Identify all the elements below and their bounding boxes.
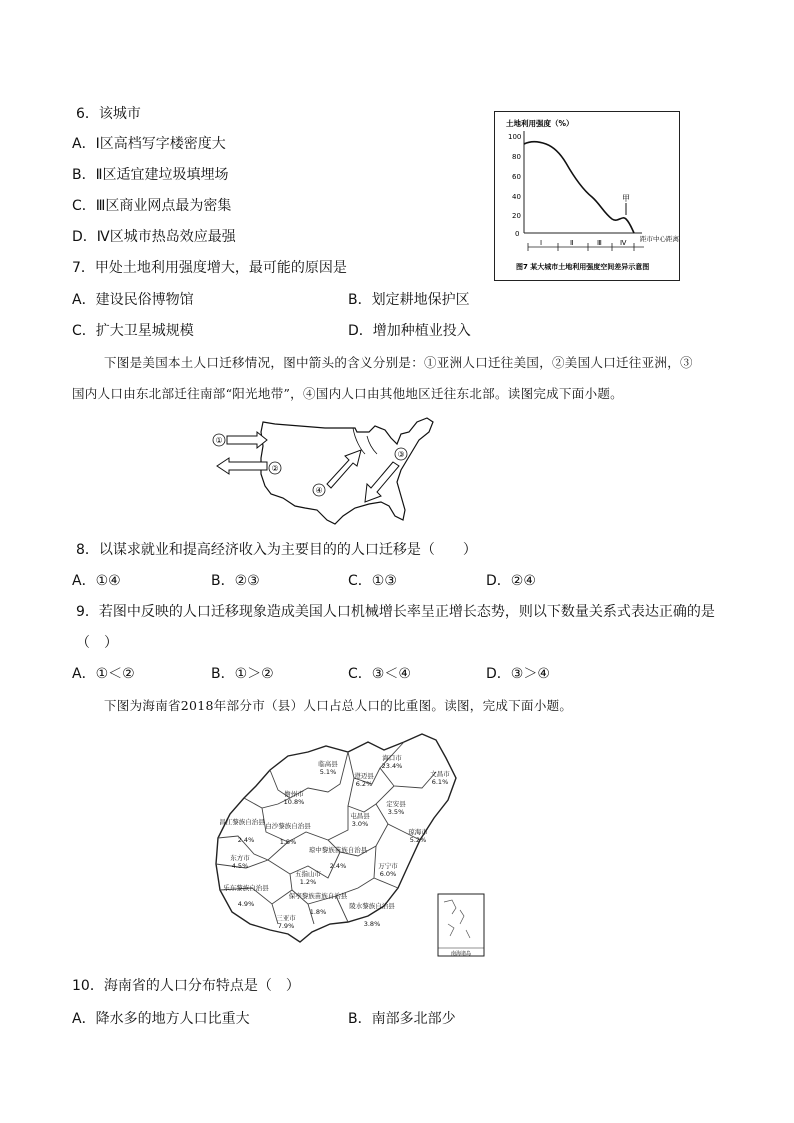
region-wenchang-name: 文昌市 — [430, 770, 450, 778]
region-danzhou-name: 儋州市 — [284, 790, 304, 798]
region-danzhou-pct: 10.8% — [283, 798, 305, 806]
zone-2-label: Ⅱ — [570, 239, 574, 247]
q9-option-d[interactable]: D．③＞④ — [486, 666, 550, 682]
zone-1-label: Ⅰ — [540, 239, 543, 247]
us-intro-line1: 下图是美国本土人口迁移情况，图中箭头的含义分别是：①亚洲人口迁往美国，②美国人口迁往亚洲，③ — [104, 355, 693, 370]
region-dingan-pct: 3.5% — [387, 808, 405, 816]
south-china-sea-inset — [438, 894, 484, 956]
region-haikou-pct: 23.4% — [381, 762, 403, 770]
region-ledong-name: 乐东黎族自治县 — [223, 884, 269, 892]
region-baoting-name: 保亭黎族苗族自治县 — [288, 892, 348, 900]
q9-option-c[interactable]: C．③＜④ — [348, 666, 411, 682]
chart-caption: 图7 某大城市土地利用强度空间差异示意图 — [516, 263, 650, 271]
q6-option-a[interactable]: A．Ⅰ区高档写字楼密度大 — [72, 136, 226, 152]
region-dingan-name: 定安县 — [386, 800, 406, 808]
hainan-intro: 下图为海南省2018年部分市（县）人口占总人口的比重图。读图，完成下面小题。 — [104, 698, 573, 713]
region-lingshui-name: 陵水黎族自治县 — [349, 902, 395, 910]
region-qionghai-name: 琼海市 — [408, 828, 428, 836]
marker-2: ② — [271, 464, 279, 473]
region-wuzhishan-name: 五指山市 — [295, 870, 321, 878]
region-tunchang-pct: 3.0% — [351, 820, 369, 828]
region-tunchang-name: 屯昌县 — [350, 812, 370, 820]
region-lingao-pct: 5.1% — [319, 768, 337, 776]
region-wenchang-pct: 6.1% — [431, 778, 449, 786]
region-haikou-name: 海口市 — [382, 754, 402, 762]
q7-option-d[interactable]: D．增加种植业投入 — [348, 323, 471, 339]
region-qiongzhong-name: 琼中黎族苗族自治县 — [308, 846, 368, 854]
y-axis-title: 土地利用强度（%） — [506, 119, 574, 128]
y-tick-60: 60 — [512, 173, 521, 181]
q8-option-d[interactable]: D．②④ — [486, 573, 536, 589]
marker-4: ④ — [315, 486, 323, 495]
region-dongfang-pct: 4.5% — [231, 862, 249, 870]
q6-option-c[interactable]: C．Ⅲ区商业网点最为密集 — [72, 198, 232, 214]
q7-option-b[interactable]: B．划定耕地保护区 — [348, 292, 470, 308]
region-changjiang-name: 昌江黎族自治县 — [219, 818, 265, 826]
region-baoting-pct: 1.8% — [309, 908, 327, 916]
region-baisha-name: 白沙黎族自治县 — [265, 822, 311, 830]
arrow-3 — [365, 462, 399, 502]
region-chengmai-pct: 6.2% — [355, 780, 373, 788]
q7-option-a[interactable]: A．建设民俗博物馆 — [72, 292, 194, 308]
region-lingshui-pct: 3.8% — [363, 920, 381, 928]
q10-stem: 10．海南省的人口分布特点是（ ） — [72, 978, 300, 994]
region-changjiang-pct: 2.4% — [237, 836, 255, 844]
region-wanning-name: 万宁市 — [378, 862, 398, 870]
q9-option-a[interactable]: A．①＜② — [72, 666, 135, 682]
q7-stem: 7．甲处土地利用强度增大，最可能的原因是 — [72, 260, 347, 276]
region-baisha-pct: 1.8% — [279, 838, 297, 846]
region-wuzhishan-pct: 1.2% — [299, 878, 317, 886]
q8-option-b[interactable]: B．②③ — [211, 573, 260, 589]
q9-option-b[interactable]: B．①＞② — [211, 666, 274, 682]
us-migration-map — [205, 410, 445, 532]
q6-stem: 6．该城市 — [76, 106, 141, 122]
region-qionghai-pct: 5.2% — [409, 836, 427, 844]
region-sanya-name: 三亚市 — [276, 914, 296, 922]
q6-option-d[interactable]: D．Ⅳ区城市热岛效应最强 — [72, 229, 236, 245]
region-chengmai-name: 澄迈县 — [354, 772, 374, 780]
marker-3: ③ — [397, 450, 405, 459]
marker-1: ① — [215, 436, 223, 445]
region-wanning-pct: 6.0% — [379, 870, 397, 878]
us-outline — [261, 418, 433, 524]
q9-stem-line2: （ ） — [76, 635, 118, 651]
region-qiongzhong-pct: 2.4% — [329, 862, 347, 870]
y-tick-80: 80 — [512, 153, 521, 161]
q6-option-b[interactable]: B．Ⅱ区适宜建垃圾填埋场 — [72, 167, 229, 183]
q9-stem-line1: 9．若图中反映的人口迁移现象造成美国人口机械增长率呈正增长态势，则以下数量关系式表达正确的是 — [76, 604, 715, 620]
region-ledong-pct: 4.9% — [237, 900, 255, 908]
arrow-2 — [217, 458, 267, 474]
hainan-population-map — [208, 728, 492, 964]
q8-stem: 8．以谋求就业和提高经济收入为主要目的的人口迁移是（ ） — [76, 542, 477, 558]
q10-option-b[interactable]: B．南部多北部少 — [348, 1011, 456, 1027]
x-axis-title: 距市中心距离 — [640, 235, 679, 243]
y-tick-100: 100 — [508, 133, 522, 141]
zone-4-label: Ⅳ — [620, 239, 627, 247]
y-tick-40: 40 — [512, 193, 521, 201]
zone-3-label: Ⅲ — [597, 239, 602, 247]
point-label: 甲 — [622, 194, 630, 203]
region-lingao-name: 临高县 — [318, 760, 338, 768]
y-tick-0: 0 — [515, 230, 520, 238]
arrow-4 — [327, 450, 361, 488]
q8-option-c[interactable]: C．①③ — [348, 573, 397, 589]
q10-option-a[interactable]: A．降水多的地方人口比重大 — [72, 1011, 250, 1027]
region-dongfang-name: 东方市 — [230, 854, 250, 862]
land-use-chart — [494, 111, 680, 281]
region-sanya-pct: 7.9% — [277, 922, 295, 930]
q8-option-a[interactable]: A．①④ — [72, 573, 121, 589]
inset-caption: 南海诸岛 — [450, 951, 472, 957]
q7-option-c[interactable]: C．扩大卫星城规模 — [72, 323, 194, 339]
us-intro-line2: 国内人口由东北部迁往南部“阳光地带”，④国内人口由其他地区迁往东北部。读图完成下面小题。 — [72, 386, 623, 401]
y-tick-20: 20 — [512, 212, 521, 220]
